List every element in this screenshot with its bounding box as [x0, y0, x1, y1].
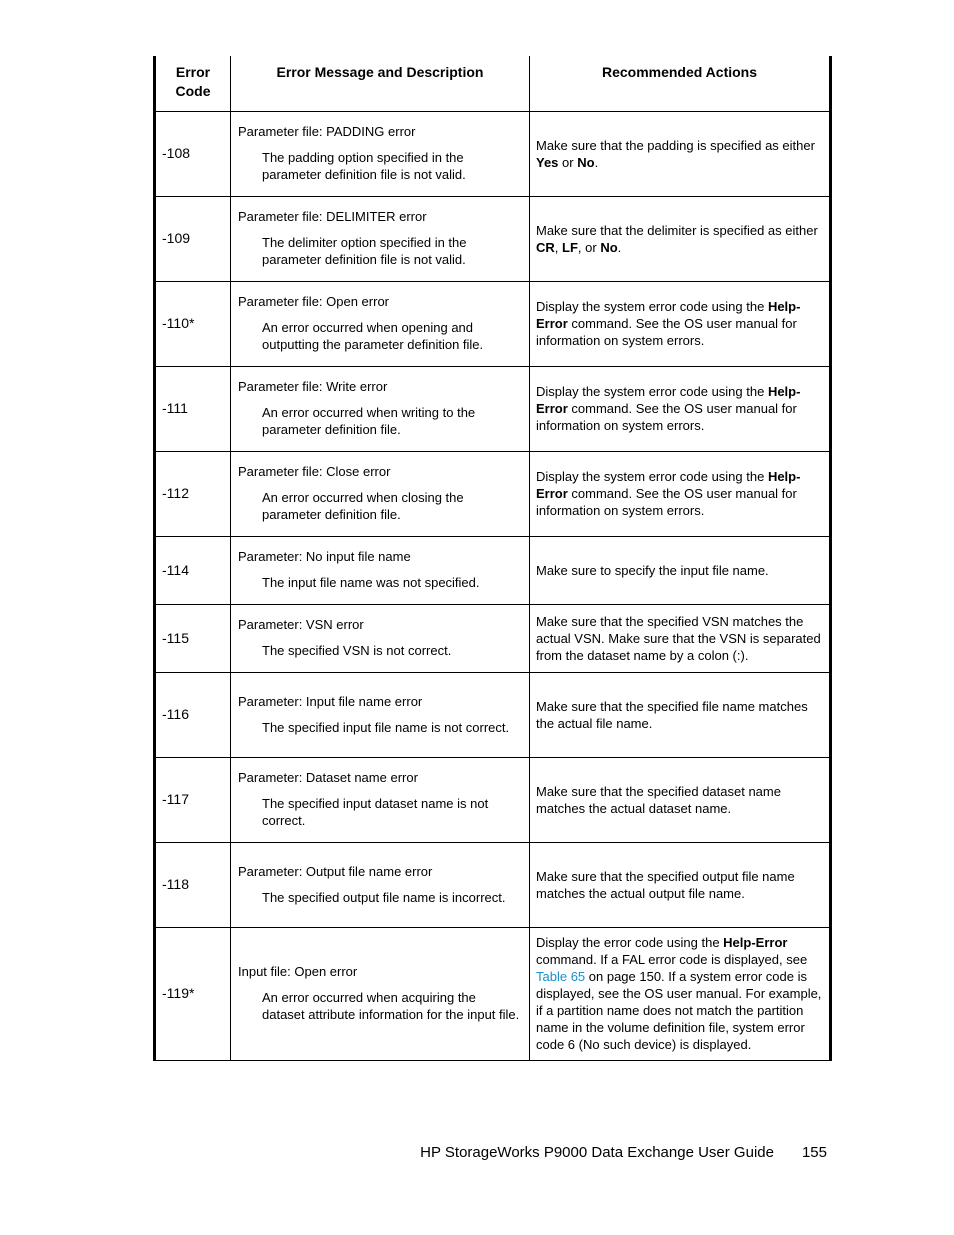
action-text: command. If a FAL error code is displayed, see	[536, 952, 808, 967]
error-code: -110*	[155, 281, 231, 366]
action-keyword: Help-Error	[536, 299, 801, 331]
action-text: ,	[554, 239, 563, 255]
action-text: .	[594, 154, 599, 170]
message-description: An error occurred when acquiring the dataset attribute information for the input file.	[262, 990, 520, 1022]
table-row	[155, 757, 831, 842]
error-code: -114	[155, 536, 231, 604]
table-row	[155, 451, 831, 536]
table-row	[155, 927, 831, 1060]
recommended-action	[530, 536, 831, 604]
message-description: The specified VSN is not correct.	[262, 643, 452, 658]
table-row	[155, 366, 831, 451]
action-keyword: Help-Error	[723, 935, 788, 950]
page-number: 155	[801, 1144, 827, 1161]
recommended-action	[530, 451, 831, 536]
table-row	[155, 281, 831, 366]
message-description: The padding option specified in the parameter definition file is not valid.	[262, 150, 466, 182]
message-title: Parameter file: Write error	[238, 379, 388, 394]
message-description: An error occurred when writing to the parameter definition file.	[262, 405, 476, 437]
action-keyword: CR	[536, 239, 555, 255]
error-code: -118	[155, 842, 231, 927]
recommended-action	[530, 927, 831, 1060]
message-title: Parameter file: DELIMITER error	[238, 209, 427, 224]
footer-title: HP StorageWorks P9000 Data Exchange User Guide	[420, 1144, 774, 1161]
recommended-action	[530, 196, 831, 281]
message-title: Input file: Open error	[238, 964, 358, 979]
table-row	[155, 111, 831, 196]
action-text: Make sure that the specified file name matches the actual file name.	[536, 698, 808, 731]
action-text: on page 150. If a system error code is displayed, see the OS user manual. For example, if a partition name does not match the partition name in the volume definition file, system error code 6 (No such device) is displayed.	[536, 969, 822, 1052]
message-title: Parameter file: Open error	[238, 294, 390, 309]
message-title: Parameter: No input file name	[238, 549, 411, 564]
message-title: Parameter: Input file name error	[238, 693, 423, 709]
message-title: Parameter: Output file name error	[238, 863, 433, 879]
action-text: Make sure that the specified output file name matches the actual output file name.	[536, 868, 795, 901]
error-code: -109	[155, 196, 231, 281]
error-message	[231, 366, 530, 451]
error-code: -108	[155, 111, 231, 196]
message-description: An error occurred when opening and outputting the parameter definition file.	[262, 320, 484, 352]
table-65-link[interactable]: Table 65	[536, 969, 586, 984]
error-message	[231, 927, 530, 1060]
error-message	[231, 281, 530, 366]
action-text: Display the error code using the	[536, 935, 724, 950]
action-keyword: Help-Error	[536, 469, 801, 501]
message-description: The delimiter option specified in the parameter definition file is not valid.	[262, 235, 467, 267]
action-text: Make sure that the specified dataset name matches the actual dataset name.	[536, 783, 781, 816]
message-description: An error occurred when closing the parameter definition file.	[262, 490, 464, 522]
action-text: Display the system error code using the	[536, 469, 768, 484]
error-code: -115	[155, 604, 231, 672]
error-code: -112	[155, 451, 231, 536]
error-message	[231, 536, 530, 604]
error-message	[231, 757, 530, 842]
message-title: Parameter: Dataset name error	[238, 770, 418, 785]
error-message	[231, 672, 530, 757]
action-keyword: Help-Error	[536, 384, 801, 416]
header-error-code	[155, 56, 231, 111]
recommended-action	[530, 281, 831, 366]
action-keyword: LF	[562, 239, 578, 255]
recommended-action	[530, 111, 831, 196]
recommended-action	[530, 842, 831, 927]
error-message	[231, 842, 530, 927]
message-title: Parameter: VSN error	[238, 617, 364, 632]
action-keyword: No	[600, 239, 618, 255]
page-footer	[300, 1144, 827, 1161]
action-text: Display the system error code using the	[536, 384, 768, 399]
error-code: -117	[155, 757, 231, 842]
action-text: Make sure to specify the input file name.	[536, 562, 769, 578]
action-text: command. See the OS user manual for information on system errors.	[536, 316, 797, 348]
recommended-action	[530, 672, 831, 757]
header-actions: Recommended Actions	[530, 56, 831, 111]
error-code-table	[153, 56, 832, 1061]
recommended-action	[530, 757, 831, 842]
message-description: The input file name was not specified.	[262, 575, 480, 590]
action-text: Make sure that the padding is specified as either	[536, 137, 815, 153]
action-text: command. See the OS user manual for information on system errors.	[536, 401, 797, 433]
error-message	[231, 111, 530, 196]
header-error-code-line1: Error	[175, 64, 211, 80]
action-text: Make sure that the specified VSN matches the actual VSN. Make sure that the VSN is separated from the dataset name by a colon (:).	[536, 613, 821, 663]
action-text: , or	[577, 239, 601, 255]
table-row	[155, 536, 831, 604]
message-description: The specified output file name is incorrect.	[262, 889, 506, 905]
error-code: -119*	[155, 927, 231, 1060]
error-message	[231, 451, 530, 536]
action-text: or	[558, 154, 578, 170]
message-description: The specified input file name is not correct.	[262, 719, 510, 735]
recommended-action	[530, 604, 831, 672]
error-code: -116	[155, 672, 231, 757]
error-message	[231, 196, 530, 281]
table-row	[155, 672, 831, 757]
message-title: Parameter file: Close error	[238, 464, 391, 479]
table-header-row	[155, 56, 831, 111]
table-row	[155, 842, 831, 927]
table-row	[155, 196, 831, 281]
recommended-action	[530, 366, 831, 451]
action-keyword: No	[577, 154, 595, 170]
header-message: Error Message and Description	[231, 56, 530, 111]
message-description: The specified input dataset name is not correct.	[262, 796, 489, 828]
message-title: Parameter file: PADDING error	[238, 124, 416, 139]
header-error-code-line2: Code	[175, 83, 211, 99]
action-keyword: Yes	[536, 154, 559, 170]
action-text: command. See the OS user manual for information on system errors.	[536, 486, 797, 518]
action-text: .	[617, 239, 622, 255]
error-message	[231, 604, 530, 672]
table-row	[155, 604, 831, 672]
action-text: Display the system error code using the	[536, 299, 768, 314]
error-code: -111	[155, 366, 231, 451]
action-text: Make sure that the delimiter is specified as either	[536, 222, 818, 238]
